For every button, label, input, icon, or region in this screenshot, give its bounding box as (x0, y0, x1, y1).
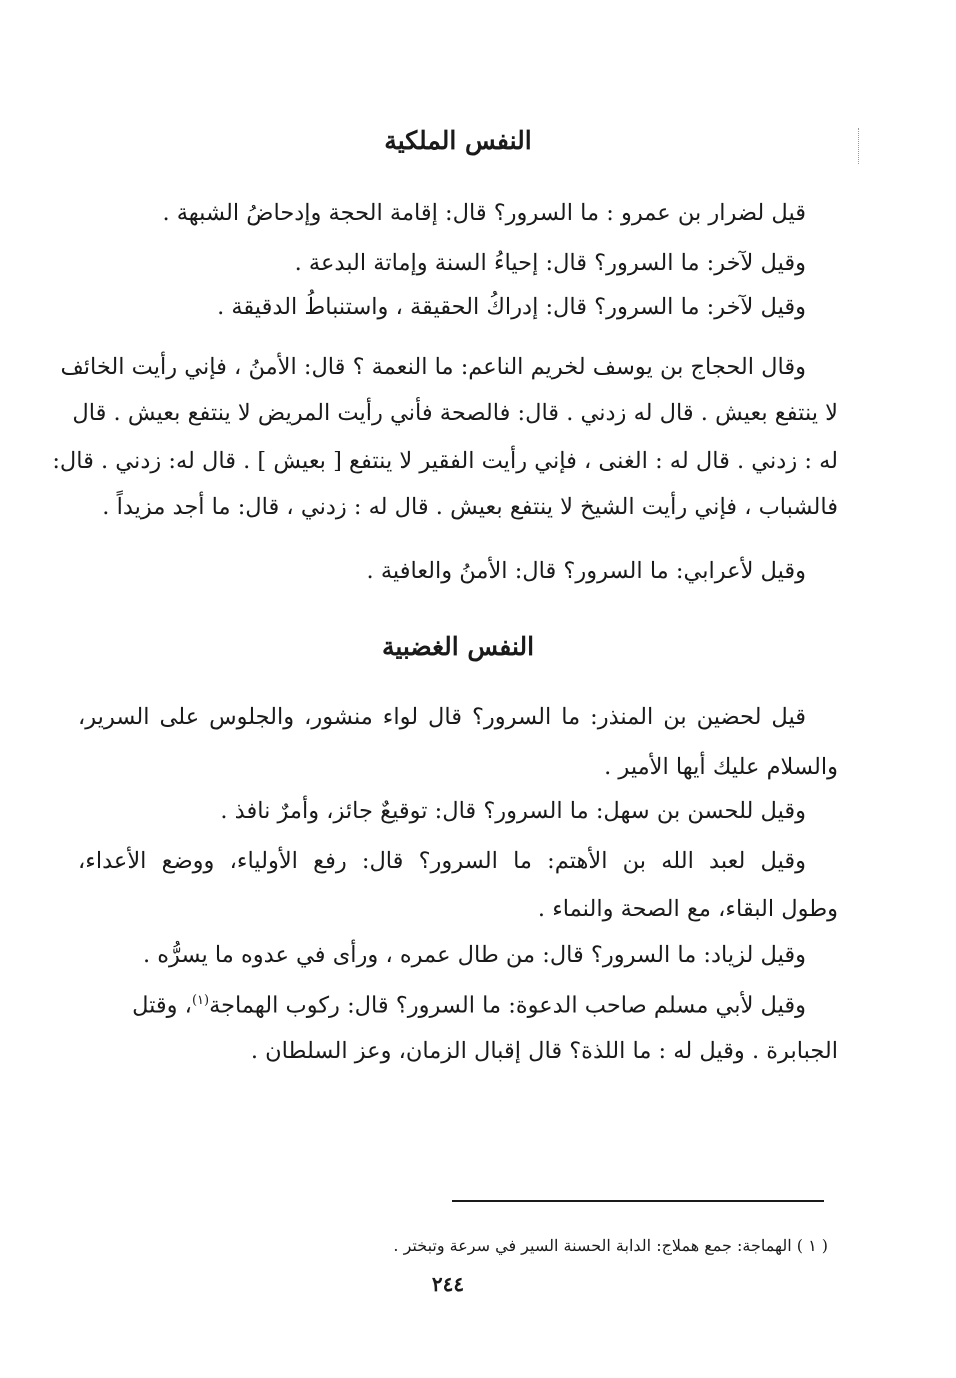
text-line: لا ينتفع بعيش . قال له زدني . قال: فالصحة فأني رأيت المريض لا ينتفع بعيش . قال (72, 400, 838, 426)
text-line: وقيل لزياد: ما السرور؟ قال: من طال عمره ، ورأى في عدوه ما يسرُّه . (142, 942, 806, 968)
text-line: وقيل للحسن بن سهل: ما السرور؟ قال: توقيعٌ جائز، وأمرٌ نافذ . (220, 798, 806, 824)
text-line: قيل لضرار بن عمرو : ما السرور؟ قال: إقامة الحجة وإدحاضُ الشبهة . (162, 200, 806, 226)
section-heading-royal-soul: النفس الملكية (384, 126, 532, 155)
text-line: له : زدني . قال له : الغنى ، فإني رأيت الفقير لا ينتفع [ بعيش ] . قال له: زدني . قال: (52, 448, 838, 474)
footnote-divider (452, 1200, 824, 1202)
text-line: وقيل لعبد الله بن الأهتم: ما السرور؟ قال: رفع الأولياء، ووضع الأعداء، (78, 848, 806, 874)
text-line: والسلام عليك أيها الأمير . (604, 754, 838, 780)
section-heading-irascible-soul: النفس الغضبية (381, 632, 535, 661)
footnote-reference[interactable]: (١) (191, 993, 210, 1008)
footnote-text: ( ١ ) الهماجة: جمع هملاج: الدابة الحسنة السير في سرعة وتبختر . (393, 1236, 828, 1255)
text-line-with-footnote (78, 994, 806, 1017)
text-line: فالشباب ، فإني رأيت الشيخ لا ينتفع بعيش . قال له : زدني ، قال: ما أجد مزيداً . (102, 494, 838, 520)
line-text: وقيل لأبي مسلم صاحب الدعوة: ما السرور؟ قال: ركوب الهماجة (209, 992, 806, 1019)
text-line: قيل لحضين بن المنذر: ما السرور؟ قال لواء منشور، والجلوس على السرير، (78, 704, 806, 730)
line-text: ، وقتل (132, 992, 192, 1019)
page-number: ٢٤٤ (431, 1272, 465, 1296)
text-line: وطول البقاء، مع الصحة والنماء . (537, 896, 838, 922)
text-line: الجبابرة . وقيل له : ما اللذة؟ قال إقبال الزمان، وعز السلطان . (250, 1038, 838, 1064)
text-line: وقيل لآخر: ما السرور؟ قال: إدراكُ الحقيقة ، واستنباطُ الدقيقة . (217, 294, 806, 320)
margin-mark (858, 128, 861, 164)
text-line: وقيل لأعرابي: ما السرور؟ قال: الأمنُ والعافية . (366, 558, 806, 584)
text-line: وقيل لآخر: ما السرور؟ قال: إحياءُ السنة وإماتة البدعة . (294, 250, 806, 276)
text-line: وقال الحجاج بن يوسف لخريم الناعم: ما النعمة ؟ قال: الأمنُ ، فإني رأيت الخائف (60, 354, 806, 380)
